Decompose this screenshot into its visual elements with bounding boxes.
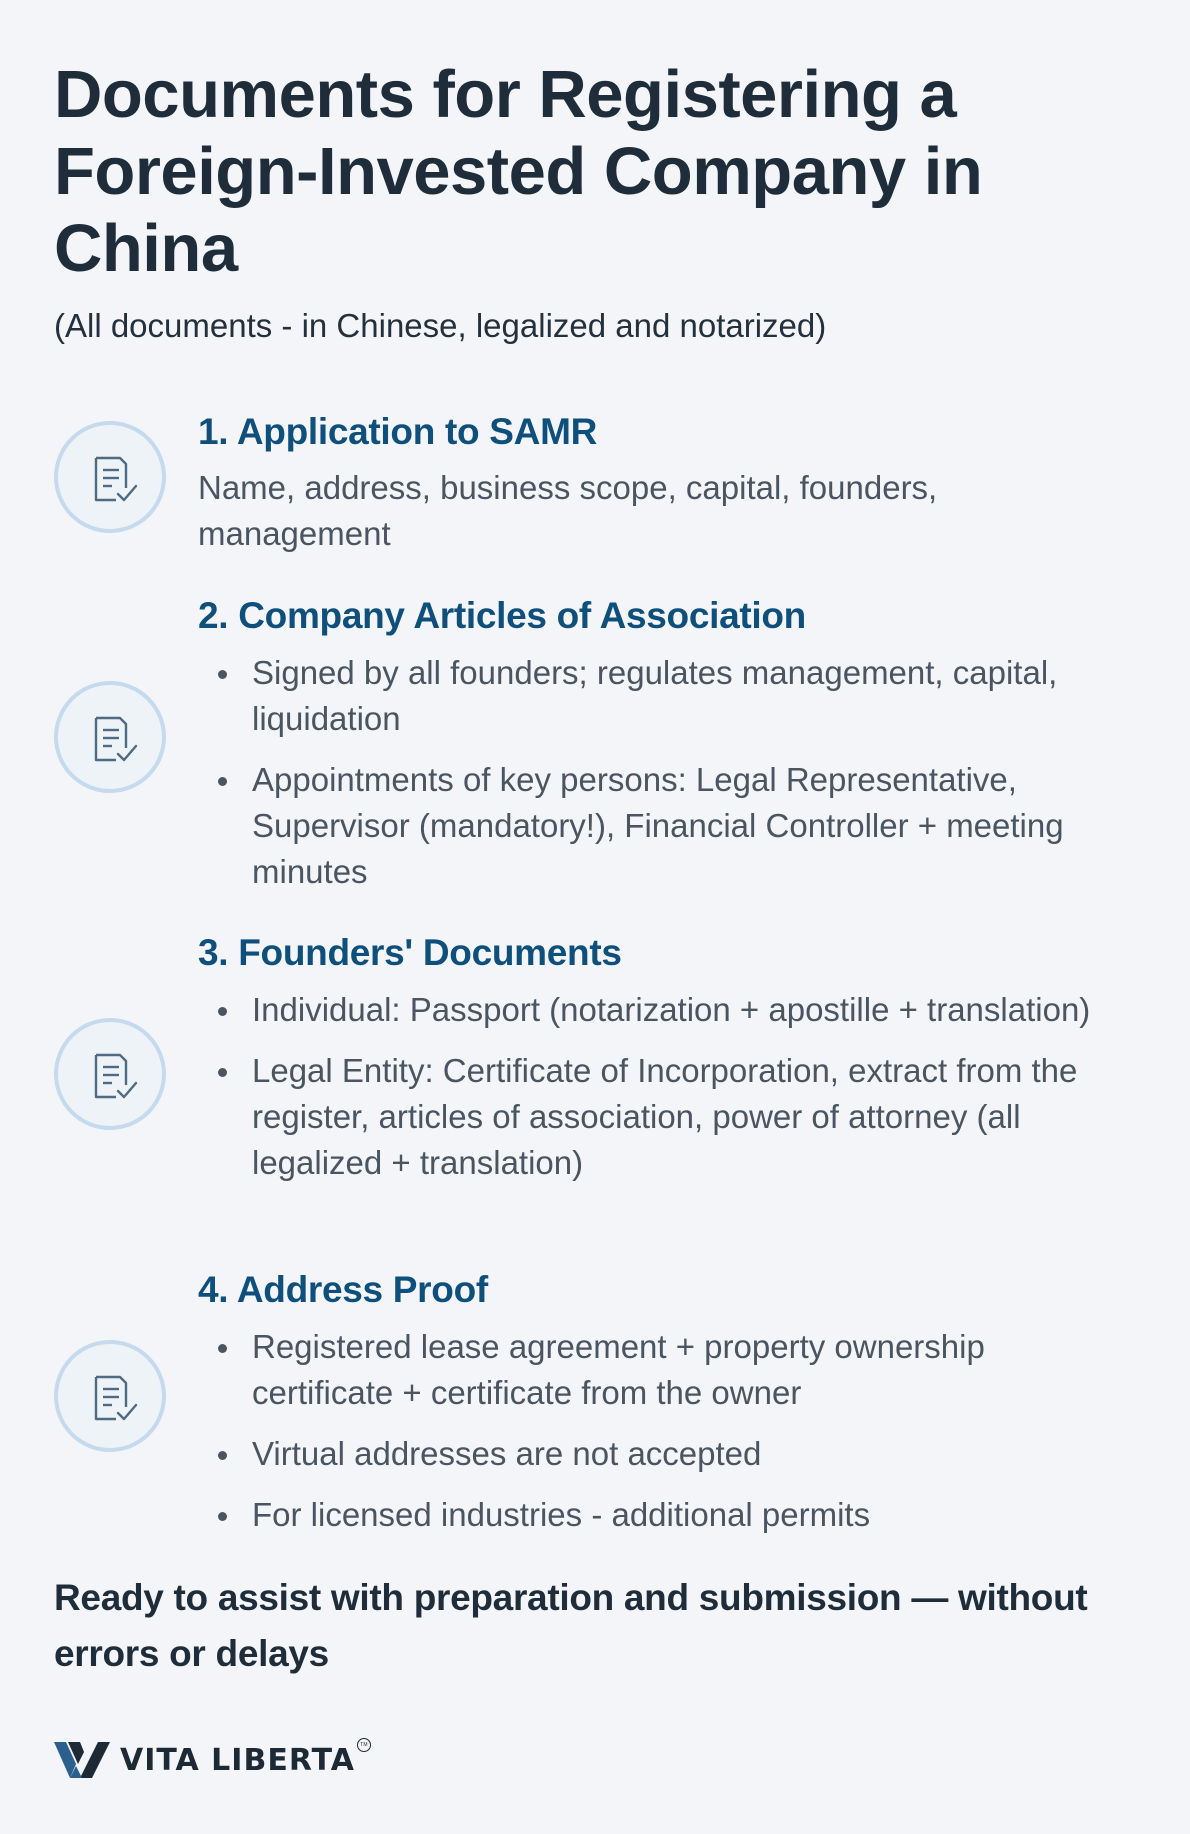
vita-liberta-logo-mark bbox=[54, 1740, 110, 1780]
list-item-text: Signed by all founders; regulates management, capital, liquidation bbox=[252, 654, 1058, 737]
list-item-text: Virtual addresses are not accepted bbox=[252, 1435, 762, 1472]
bullet-dot bbox=[218, 1068, 227, 1077]
trademark-text: TM bbox=[360, 1742, 368, 1748]
section-title: 4. Address Proof bbox=[198, 1269, 488, 1310]
bullet-dot bbox=[218, 777, 227, 786]
list-item-text: Appointments of key persons: Legal Representative, Supervisor (mandatory!), Financial Controller + meeting minutes bbox=[252, 761, 1064, 890]
section-icon-ring bbox=[54, 1018, 166, 1130]
bullet-list bbox=[198, 987, 1098, 1186]
section-icon-ring bbox=[54, 681, 166, 793]
list-item bbox=[198, 650, 1098, 742]
bullet-dot bbox=[218, 1512, 227, 1521]
bullet-dot bbox=[218, 1451, 227, 1460]
section-title: 2. Company Articles of Association bbox=[198, 595, 806, 636]
list-item-text: Individual: Passport (notarization + apostille + translation) bbox=[252, 991, 1091, 1028]
bullet-list bbox=[198, 650, 1098, 895]
section-icon-ring bbox=[54, 421, 166, 533]
section-text: Name, address, business scope, capital, founders, management bbox=[198, 469, 938, 552]
list-item-text: Legal Entity: Certificate of Incorporation, extract from the register, articles of association, power of attorney (all legalized + translation) bbox=[252, 1052, 1078, 1181]
bullet-dot bbox=[218, 1344, 227, 1353]
call-to-action: Ready to assist with preparation and submission — without errors or delays bbox=[54, 1577, 1088, 1674]
document-check-icon bbox=[86, 1049, 142, 1105]
brand-name: VITA LIBERTA bbox=[120, 1742, 355, 1778]
bullet-list bbox=[198, 1324, 1098, 1538]
bullet-dot bbox=[218, 1007, 227, 1016]
list-item bbox=[198, 1048, 1098, 1186]
list-item bbox=[198, 757, 1098, 895]
section-title: 3. Founders' Documents bbox=[198, 932, 622, 973]
page-subtitle: (All documents - in Chinese, legalized and notarized) bbox=[54, 307, 827, 344]
trademark-symbol bbox=[357, 1738, 371, 1752]
section-title: 1. Application to SAMR bbox=[198, 411, 598, 452]
page-title: Documents for Registering a Foreign-Invested Company in China bbox=[54, 57, 983, 286]
document-check-icon bbox=[86, 712, 142, 768]
bullet-dot bbox=[218, 670, 227, 679]
list-item bbox=[198, 1492, 1098, 1538]
list-item-text: For licensed industries - additional permits bbox=[252, 1496, 871, 1533]
list-item bbox=[198, 1324, 1098, 1416]
list-item bbox=[198, 1431, 1098, 1477]
document-check-icon bbox=[86, 452, 142, 508]
brand-logo bbox=[54, 1738, 371, 1782]
list-item-text: Registered lease agreement + property ownership certificate + certificate from the owner bbox=[252, 1328, 985, 1411]
document-check-icon bbox=[86, 1371, 142, 1427]
list-item bbox=[198, 987, 1098, 1033]
section-icon-ring bbox=[54, 1340, 166, 1452]
